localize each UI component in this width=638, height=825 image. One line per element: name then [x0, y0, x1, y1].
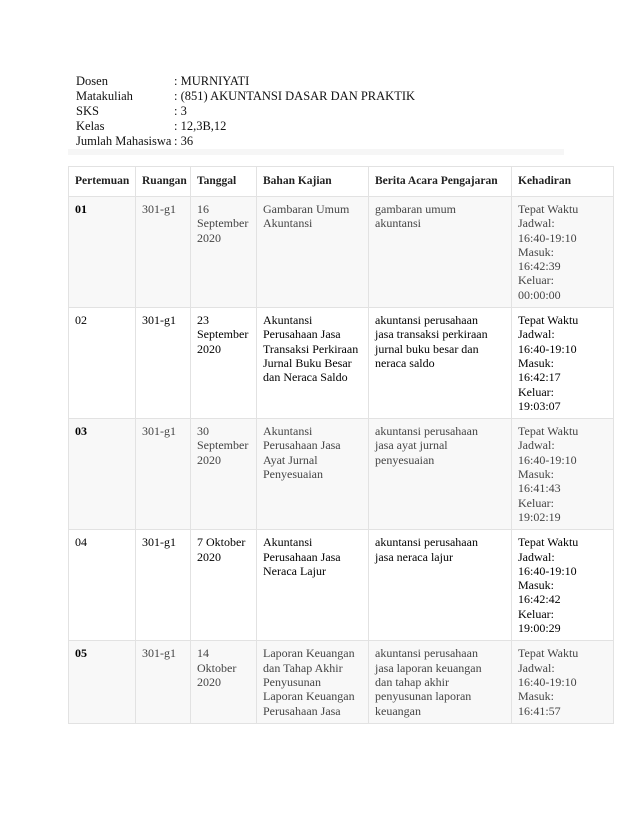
- cell-line: 16:40-19:10: [518, 341, 577, 356]
- cell-line: Neraca Lajur: [263, 563, 326, 578]
- cell-line: Tepat Waktu: [518, 646, 579, 661]
- cell-tanggal: [191, 530, 257, 641]
- cell-line: 16:40-19:10: [518, 452, 577, 467]
- cell-kehadiran: [512, 308, 614, 419]
- info-row-matakuliah: [76, 89, 415, 104]
- cell-line: Penyesuaian: [263, 467, 323, 482]
- info-label: SKS: [76, 104, 99, 118]
- cell-line: Transaksi Perkiraan: [263, 341, 359, 356]
- cell-line: September: [197, 327, 249, 342]
- cell-line: Akuntansi: [263, 313, 313, 328]
- cell-line: 16:40-19:10: [518, 230, 577, 245]
- cell-tanggal: [191, 308, 257, 419]
- cell-line: akuntansi perusahaan: [375, 646, 478, 661]
- cell-line: 16:42:17: [518, 370, 561, 385]
- table-header-row: [69, 167, 614, 197]
- cell-kehadiran: [512, 641, 614, 723]
- cell-bahan-kajian: [257, 419, 369, 530]
- cell-ruangan: 301-g1: [136, 308, 191, 419]
- cell-line: Keluar:: [518, 606, 554, 621]
- cell-line: jurnal buku besar dan: [375, 341, 479, 356]
- cell-ruangan: 301-g1: [136, 419, 191, 530]
- cell-line: 16:42:39: [518, 259, 561, 274]
- cell-line: Perusahaan Jasa: [263, 703, 341, 718]
- table-row: [69, 308, 614, 419]
- info-value: : 3: [174, 104, 187, 118]
- cell-line: 2020: [197, 341, 221, 356]
- cell-line: Oktober: [197, 660, 237, 675]
- cell-line: 16:40-19:10: [518, 563, 577, 578]
- cell-line: neraca saldo: [375, 355, 435, 370]
- cell-pertemuan: 01: [69, 197, 136, 308]
- cell-line: 19:03:07: [518, 398, 561, 413]
- cell-berita-acara: [369, 308, 512, 419]
- cell-line: Keluar:: [518, 273, 554, 288]
- cell-line: 16:42:42: [518, 592, 561, 607]
- cell-line: Perusahaan Jasa: [263, 327, 341, 342]
- course-info: [76, 74, 415, 149]
- cell-line: Akuntansi: [263, 216, 313, 231]
- cell-line: Laporan Keuangan: [263, 689, 355, 704]
- cell-line: Tepat Waktu: [518, 424, 579, 439]
- column-header-tanggal: Tanggal: [191, 167, 257, 197]
- cell-line: 16: [197, 202, 209, 216]
- cell-line: dan Neraca Saldo: [263, 370, 348, 385]
- table-row: [69, 641, 614, 723]
- cell-line: Jadwal:: [518, 327, 555, 342]
- cell-line: 19:00:29: [518, 621, 561, 636]
- cell-line: September: [197, 438, 249, 453]
- table-row: [69, 419, 614, 530]
- cell-line: jasa laporan keuangan: [375, 660, 482, 675]
- cell-line: Keluar:: [518, 495, 554, 510]
- cell-tanggal: [191, 197, 257, 308]
- cell-line: 14: [197, 646, 209, 661]
- column-header-ruangan: Ruangan: [136, 167, 191, 197]
- table-row: [69, 530, 614, 641]
- cell-line: Tepat Waktu: [518, 313, 579, 328]
- info-value: : MURNIYATI: [174, 74, 250, 88]
- cell-line: Masuk:: [518, 355, 554, 370]
- cell-bahan-kajian: [257, 197, 369, 308]
- cell-bahan-kajian: [257, 530, 369, 641]
- cell-line: Laporan Keuangan: [263, 646, 355, 661]
- cell-berita-acara: [369, 419, 512, 530]
- cell-line: keuangan: [375, 703, 421, 718]
- cell-line: akuntansi perusahaan: [375, 535, 478, 550]
- column-header-kehadiran: Kehadiran: [512, 167, 614, 197]
- cell-line: gambaran umum: [375, 202, 456, 216]
- info-row-kelas: [76, 119, 415, 134]
- cell-kehadiran: [512, 530, 614, 641]
- info-label: Matakuliah: [76, 89, 133, 103]
- cell-line: 2020: [197, 549, 221, 564]
- cell-line: Masuk:: [518, 467, 554, 482]
- cell-line: 2020: [197, 674, 221, 689]
- cell-line: Masuk:: [518, 244, 554, 259]
- cell-line: akuntansi perusahaan: [375, 424, 478, 439]
- cell-line: Ayat Jurnal: [263, 452, 318, 467]
- column-header-bahan-kajian: Bahan Kajian: [257, 167, 369, 197]
- cell-line: 00:00:00: [518, 287, 561, 302]
- cell-line: Tepat Waktu: [518, 202, 579, 216]
- cell-line: 16:41:57: [518, 703, 561, 718]
- cell-berita-acara: [369, 530, 512, 641]
- cell-line: September: [197, 216, 249, 231]
- cell-line: jasa ayat jurnal: [375, 438, 448, 453]
- cell-line: Masuk:: [518, 578, 554, 593]
- cell-line: Tepat Waktu: [518, 535, 579, 550]
- attendance-table: [68, 166, 614, 724]
- info-row-sks: [76, 104, 415, 119]
- info-value: : (851) AKUNTANSI DASAR DAN PRAKTIK: [174, 89, 416, 103]
- cell-pertemuan: 04: [69, 530, 136, 641]
- cell-kehadiran: [512, 419, 614, 530]
- cell-line: jasa transaksi perkiraan: [375, 327, 488, 342]
- cell-pertemuan: 02: [69, 308, 136, 419]
- cell-line: akuntansi: [375, 216, 421, 231]
- cell-kehadiran: [512, 197, 614, 308]
- cell-line: 2020: [197, 230, 221, 245]
- cell-line: 30: [197, 424, 209, 439]
- cell-pertemuan: 03: [69, 419, 136, 530]
- cell-line: 16:41:43: [518, 481, 561, 496]
- cell-bahan-kajian: [257, 641, 369, 723]
- info-row-jumlah-mahasiswa: [76, 134, 415, 149]
- cell-line: Akuntansi: [263, 535, 313, 550]
- column-header-pertemuan: Pertemuan: [69, 167, 136, 197]
- cell-line: dan tahap akhir: [375, 674, 449, 689]
- cell-ruangan: 301-g1: [136, 197, 191, 308]
- divider: [68, 149, 564, 155]
- info-label: Jumlah Mahasiswa: [76, 134, 172, 148]
- cell-line: penyusunan laporan: [375, 689, 472, 704]
- cell-line: Penyusunan: [263, 674, 321, 689]
- info-value: : 36: [174, 134, 194, 148]
- cell-line: penyesuaian: [375, 452, 435, 467]
- cell-line: Gambaran Umum: [263, 202, 350, 216]
- cell-line: Keluar:: [518, 384, 554, 399]
- cell-line: akuntansi perusahaan: [375, 313, 478, 328]
- info-label: Dosen: [76, 74, 108, 88]
- info-row-dosen: [76, 74, 415, 89]
- cell-line: Jadwal:: [518, 660, 555, 675]
- cell-line: 2020: [197, 452, 221, 467]
- table-row: [69, 197, 614, 308]
- cell-line: 23: [197, 313, 209, 328]
- cell-line: Jadwal:: [518, 216, 555, 231]
- cell-line: Jadwal:: [518, 549, 555, 564]
- cell-line: Perusahaan Jasa: [263, 438, 341, 453]
- column-header-berita-acara: Berita Acara Pengajaran: [369, 167, 512, 197]
- info-label: Kelas: [76, 119, 105, 133]
- cell-line: Perusahaan Jasa: [263, 549, 341, 564]
- cell-ruangan: 301-g1: [136, 530, 191, 641]
- cell-tanggal: [191, 419, 257, 530]
- cell-line: Jadwal:: [518, 438, 555, 453]
- cell-bahan-kajian: [257, 308, 369, 419]
- cell-berita-acara: [369, 197, 512, 308]
- cell-line: Akuntansi: [263, 424, 313, 439]
- cell-pertemuan: 05: [69, 641, 136, 723]
- cell-line: 19:02:19: [518, 509, 561, 524]
- cell-line: 16:40-19:10: [518, 674, 577, 689]
- cell-line: 7 Oktober: [197, 535, 246, 550]
- cell-tanggal: [191, 641, 257, 723]
- cell-line: Masuk:: [518, 689, 554, 704]
- cell-line: jasa neraca lajur: [375, 549, 453, 564]
- cell-ruangan: 301-g1: [136, 641, 191, 723]
- cell-line: Jurnal Buku Besar: [263, 355, 352, 370]
- info-value: : 12,3B,12: [174, 119, 227, 133]
- cell-berita-acara: [369, 641, 512, 723]
- cell-line: dan Tahap Akhir: [263, 660, 343, 675]
